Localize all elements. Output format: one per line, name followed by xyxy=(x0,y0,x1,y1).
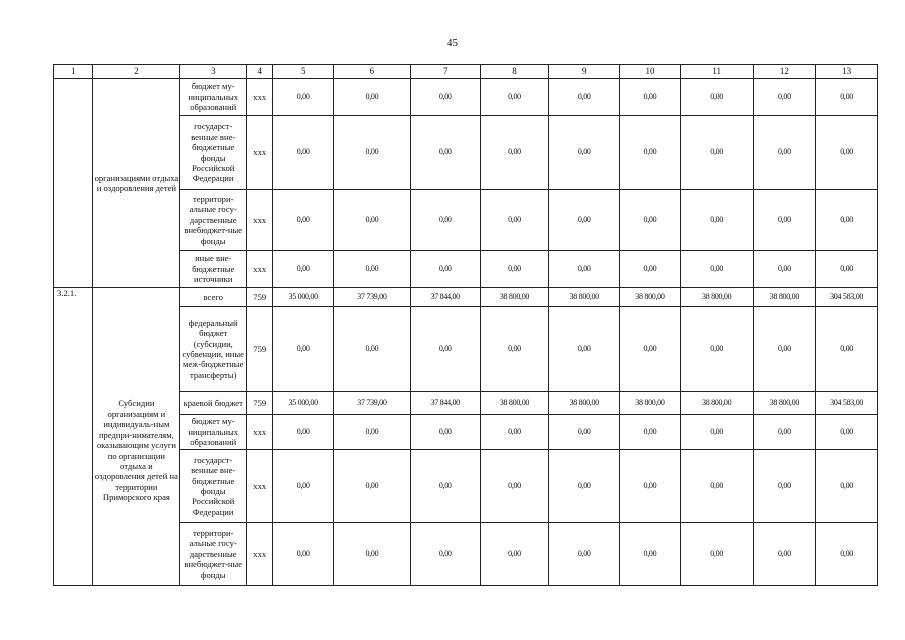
amount-cell: 0,00 xyxy=(620,79,681,116)
amount-cell: 0,00 xyxy=(620,307,681,392)
funding-source: федеральный бюджет (субсидии, субвенции, иные меж-бюджетные трансферты) xyxy=(180,307,247,392)
amount-cell: 0,00 xyxy=(680,307,753,392)
amount-cell: 0,00 xyxy=(410,251,480,288)
amount-cell: 0,00 xyxy=(680,523,753,586)
amount-cell: 38 800,00 xyxy=(549,288,620,307)
amount-cell: 0,00 xyxy=(816,523,878,586)
amount-cell: 0,00 xyxy=(753,307,816,392)
funding-source: всего xyxy=(180,288,247,307)
amount-cell: 0,00 xyxy=(480,450,549,523)
amount-cell: 0,00 xyxy=(753,523,816,586)
budget-code: ххх xyxy=(247,251,273,288)
amount-cell: 0,00 xyxy=(680,79,753,116)
amount-cell: 0,00 xyxy=(620,450,681,523)
amount-cell: 0,00 xyxy=(753,190,816,251)
budget-table xyxy=(53,64,878,586)
funding-source: краевой бюджет xyxy=(180,392,247,415)
amount-cell: 0,00 xyxy=(410,415,480,450)
table-row xyxy=(54,79,878,116)
amount-cell: 0,00 xyxy=(680,116,753,190)
funding-source: бюджет му-ниципальных образований xyxy=(180,79,247,116)
header-cell: 11 xyxy=(680,65,753,79)
amount-cell: 0,00 xyxy=(753,251,816,288)
amount-cell: 0,00 xyxy=(410,79,480,116)
header-cell: 3 xyxy=(180,65,247,79)
amount-cell: 0,00 xyxy=(410,523,480,586)
amount-cell: 0,00 xyxy=(410,307,480,392)
amount-cell: 0,00 xyxy=(753,79,816,116)
amount-cell: 0,00 xyxy=(334,523,411,586)
amount-cell: 0,00 xyxy=(620,415,681,450)
amount-cell: 0,00 xyxy=(273,523,334,586)
header-cell: 2 xyxy=(93,65,180,79)
amount-cell: 0,00 xyxy=(334,450,411,523)
budget-code: ххх xyxy=(247,450,273,523)
measure-name xyxy=(93,288,180,586)
amount-cell: 0,00 xyxy=(816,190,878,251)
funding-source: территори-альные госу-дарственные внебюджет-ные фонды xyxy=(180,523,247,586)
amount-cell: 0,00 xyxy=(410,450,480,523)
amount-cell: 0,00 xyxy=(680,251,753,288)
header-cell: 10 xyxy=(620,65,681,79)
funding-source: государст-венные вне-бюджетные фонды Российской Федерации xyxy=(180,450,247,523)
amount-cell: 0,00 xyxy=(334,307,411,392)
amount-cell: 0,00 xyxy=(680,415,753,450)
amount-cell: 0,00 xyxy=(549,415,620,450)
budget-code: 759 xyxy=(247,288,273,307)
header-cell: 5 xyxy=(273,65,334,79)
amount-cell: 0,00 xyxy=(753,450,816,523)
amount-cell: 0,00 xyxy=(480,415,549,450)
header-cell: 9 xyxy=(549,65,620,79)
funding-source: иные вне-бюджетные источники xyxy=(180,251,247,288)
header-cell: 7 xyxy=(410,65,480,79)
amount-cell: 0,00 xyxy=(410,116,480,190)
measure-name-text: Субсидии организациям и индивидуаль-ным предпри-нимателям, оказывающим услуги по организации отдыха и оздоровления детей на территории Приморского края xyxy=(94,398,178,503)
amount-cell: 38 800,00 xyxy=(480,288,549,307)
amount-cell: 0,00 xyxy=(680,450,753,523)
amount-cell: 0,00 xyxy=(480,190,549,251)
amount-cell: 0,00 xyxy=(273,307,334,392)
amount-cell: 37 844,00 xyxy=(410,288,480,307)
amount-cell: 35 000,00 xyxy=(273,392,334,415)
measure-name-text: организациями отдыха и оздоровления детей xyxy=(94,172,179,193)
amount-cell: 37 739,00 xyxy=(334,392,411,415)
amount-cell: 38 800,00 xyxy=(680,288,753,307)
amount-cell: 0,00 xyxy=(816,450,878,523)
budget-code: ххх xyxy=(247,79,273,116)
amount-cell: 0,00 xyxy=(816,415,878,450)
row-number xyxy=(54,79,93,288)
amount-cell: 0,00 xyxy=(680,190,753,251)
amount-cell: 0,00 xyxy=(549,307,620,392)
amount-cell: 0,00 xyxy=(753,415,816,450)
amount-cell: 0,00 xyxy=(549,79,620,116)
amount-cell: 38 800,00 xyxy=(680,392,753,415)
amount-cell: 0,00 xyxy=(273,79,334,116)
amount-cell: 38 800,00 xyxy=(620,288,681,307)
budget-code: 759 xyxy=(247,307,273,392)
amount-cell: 0,00 xyxy=(620,251,681,288)
amount-cell: 0,00 xyxy=(273,251,334,288)
amount-cell: 0,00 xyxy=(273,415,334,450)
amount-cell: 0,00 xyxy=(549,523,620,586)
amount-cell: 37 739,00 xyxy=(334,288,411,307)
amount-cell: 0,00 xyxy=(273,190,334,251)
amount-cell: 0,00 xyxy=(549,251,620,288)
amount-cell: 0,00 xyxy=(480,251,549,288)
amount-cell: 0,00 xyxy=(273,450,334,523)
table-row xyxy=(54,288,878,307)
amount-cell: 0,00 xyxy=(273,116,334,190)
amount-cell: 38 800,00 xyxy=(480,392,549,415)
amount-cell: 0,00 xyxy=(816,307,878,392)
budget-code: ххх xyxy=(247,415,273,450)
header-row xyxy=(54,65,878,79)
budget-code: ххх xyxy=(247,190,273,251)
amount-cell: 0,00 xyxy=(549,450,620,523)
amount-cell: 0,00 xyxy=(816,79,878,116)
amount-cell: 38 800,00 xyxy=(549,392,620,415)
header-cell: 6 xyxy=(334,65,411,79)
amount-cell: 0,00 xyxy=(620,190,681,251)
amount-cell: 0,00 xyxy=(816,251,878,288)
amount-cell: 0,00 xyxy=(410,190,480,251)
header-cell: 8 xyxy=(480,65,549,79)
amount-cell: 0,00 xyxy=(753,116,816,190)
page-number: 45 xyxy=(447,37,458,49)
amount-cell: 0,00 xyxy=(620,523,681,586)
amount-cell: 0,00 xyxy=(480,79,549,116)
amount-cell: 0,00 xyxy=(334,251,411,288)
amount-cell: 38 800,00 xyxy=(620,392,681,415)
amount-cell: 0,00 xyxy=(549,190,620,251)
header-cell: 12 xyxy=(753,65,816,79)
amount-cell: 0,00 xyxy=(480,307,549,392)
amount-cell: 37 844,00 xyxy=(410,392,480,415)
amount-cell: 0,00 xyxy=(334,116,411,190)
amount-cell: 0,00 xyxy=(334,79,411,116)
amount-cell: 0,00 xyxy=(334,415,411,450)
amount-cell: 304 583,00 xyxy=(816,288,878,307)
funding-source: государст-венные вне-бюджетные фонды Российской Федерации xyxy=(180,116,247,190)
amount-cell: 38 800,00 xyxy=(753,288,816,307)
header-cell: 1 xyxy=(54,65,93,79)
amount-cell: 0,00 xyxy=(549,116,620,190)
budget-code: 759 xyxy=(247,392,273,415)
funding-source: территори-альные госу-дарственные внебюджет-ные фонды xyxy=(180,190,247,251)
budget-code: ххх xyxy=(247,116,273,190)
measure-name xyxy=(93,79,180,288)
amount-cell: 0,00 xyxy=(480,523,549,586)
budget-code: ххх xyxy=(247,523,273,586)
amount-cell: 0,00 xyxy=(334,190,411,251)
header-cell: 4 xyxy=(247,65,273,79)
row-number: 3.2.1. xyxy=(54,288,93,586)
amount-cell: 0,00 xyxy=(480,116,549,190)
amount-cell: 0,00 xyxy=(620,116,681,190)
header-cell: 13 xyxy=(816,65,878,79)
amount-cell: 35 000,00 xyxy=(273,288,334,307)
amount-cell: 0,00 xyxy=(816,116,878,190)
amount-cell: 38 800,00 xyxy=(753,392,816,415)
funding-source: бюджет му-ниципальных образований xyxy=(180,415,247,450)
amount-cell: 304 583,00 xyxy=(816,392,878,415)
